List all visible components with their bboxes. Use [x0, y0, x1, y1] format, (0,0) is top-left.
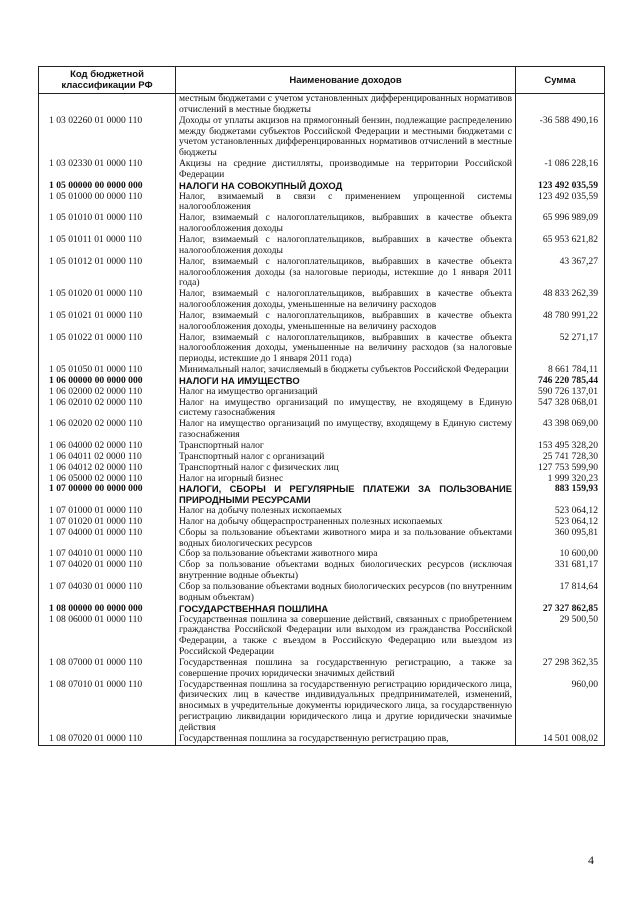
table-row: [39, 181, 605, 192]
budget-revenue-table: [38, 66, 605, 746]
row-code: 1 05 01011 01 0000 110: [39, 235, 176, 257]
table-row: [39, 528, 605, 550]
row-sum: 123 492 035,59: [516, 192, 605, 214]
table-row: [39, 116, 605, 159]
row-code: 1 07 00000 00 0000 000: [39, 484, 176, 506]
table-row: [39, 192, 605, 214]
table-row: [39, 680, 605, 734]
row-name: Транспортный налог с организаций: [176, 452, 516, 463]
row-name: Государственная пошлина за государственную регистрацию прав,: [176, 734, 516, 745]
row-sum: 17 814,64: [516, 582, 605, 604]
row-sum: 43 398 069,00: [516, 419, 605, 441]
row-sum: 52 271,17: [516, 333, 605, 366]
row-sum: 27 298 362,35: [516, 658, 605, 680]
row-name: НАЛОГИ, СБОРЫ И РЕГУЛЯРНЫЕ ПЛАТЕЖИ ЗА ПОЛЬЗОВАНИЕ ПРИРОДНЫМИ РЕСУРСАМИ: [176, 484, 516, 506]
row-name: Сбор за пользование объектами водных биологических ресурсов (по внутренним водным объектам): [176, 582, 516, 604]
row-code: 1 07 04020 01 0000 110: [39, 560, 176, 582]
row-code: 1 05 01050 01 0000 110: [39, 365, 176, 376]
row-sum: 153 495 328,20: [516, 441, 605, 452]
table-row: [39, 333, 605, 366]
row-sum: 8 661 784,11: [516, 365, 605, 376]
row-code: 1 08 07000 01 0000 110: [39, 658, 176, 680]
table-row: [39, 560, 605, 582]
row-sum: 14 501 008,02: [516, 734, 605, 745]
row-name: Налог, взимаемый с налогоплательщиков, выбравших в качестве объекта налогообложения доходы: [176, 213, 516, 235]
row-code: 1 05 01022 01 0000 110: [39, 333, 176, 366]
page-number: 4: [588, 853, 594, 867]
row-sum: 48 833 262,39: [516, 289, 605, 311]
row-name: местным бюджетами с учетом установленных дифференцированных нормативов отчислений в местные бюджеты: [176, 94, 516, 116]
table-row: [39, 658, 605, 680]
row-sum: 960,00: [516, 680, 605, 734]
row-name: Сборы за пользование объектами животного мира и за пользование объектами водных биологических ресурсов: [176, 528, 516, 550]
row-sum: 360 095,81: [516, 528, 605, 550]
row-name: Государственная пошлина за совершение действий, связанных с приобретением гражданства Российской Федерации или выходом из гражданства Российской Федерации, а также с въездом в Российскую Федерацию или выездом из Российской Федерации: [176, 615, 516, 658]
row-sum: 48 780 991,22: [516, 311, 605, 333]
row-name: Налог, взимаемый с налогоплательщиков, выбравших в качестве объекта налогообложения доходы: [176, 235, 516, 257]
table-row: [39, 94, 605, 116]
row-name: Сбор за пользование объектами водных биологических ресурсов (исключая внутренние водные объекты): [176, 560, 516, 582]
row-code: 1 08 06000 01 0000 110: [39, 615, 176, 658]
row-code: 1 06 04011 02 0000 110: [39, 452, 176, 463]
table-row: [39, 604, 605, 615]
row-name: Минимальный налог, зачисляемый в бюджеты субъектов Российской Федерации: [176, 365, 516, 376]
row-code: 1 05 01010 01 0000 110: [39, 213, 176, 235]
row-sum: -36 588 490,16: [516, 116, 605, 159]
row-code: 1 05 01021 01 0000 110: [39, 311, 176, 333]
row-name: ГОСУДАРСТВЕННАЯ ПОШЛИНА: [176, 604, 516, 615]
row-code: 1 08 00000 00 0000 000: [39, 604, 176, 615]
row-sum: 27 327 862,85: [516, 604, 605, 615]
row-code: 1 05 01020 01 0000 110: [39, 289, 176, 311]
row-code: 1 03 02260 01 0000 110: [39, 116, 176, 159]
budget-revenue-page: [38, 66, 604, 746]
table-row: [39, 213, 605, 235]
table-row: [39, 582, 605, 604]
row-name: Налог на добычу общераспространенных полезных ископаемых: [176, 517, 516, 528]
row-sum: 10 600,00: [516, 549, 605, 560]
table-row: [39, 734, 605, 745]
row-sum: 65 996 989,09: [516, 213, 605, 235]
row-code: 1 05 01000 00 0000 110: [39, 192, 176, 214]
row-name: Налог, взимаемый с налогоплательщиков, выбравших в качестве объекта налогообложения доходы, уменьшенные на величину расходов (за налоговые периоды, истекшие до 1 января 2011 года): [176, 333, 516, 366]
row-code: 1 07 01000 01 0000 110: [39, 506, 176, 517]
row-name: НАЛОГИ НА ИМУЩЕСТВО: [176, 376, 516, 387]
table-row: [39, 615, 605, 658]
row-name: Налог на имущество организаций по имуществу, входящему в Единую систему газоснабжения: [176, 419, 516, 441]
row-name: Налог, взимаемый с налогоплательщиков, выбравших в качестве объекта налогообложения доходы, уменьшенные на величину расходов: [176, 311, 516, 333]
row-sum: 43 367,27: [516, 257, 605, 290]
table-row: [39, 387, 605, 398]
table-header-row: [39, 67, 605, 94]
row-code: 1 06 02010 02 0000 110: [39, 398, 176, 420]
row-sum: 29 500,50: [516, 615, 605, 658]
row-code: 1 05 01012 01 0000 110: [39, 257, 176, 290]
row-code: 1 08 07010 01 0000 110: [39, 680, 176, 734]
row-code: 1 07 04000 01 0000 110: [39, 528, 176, 550]
row-code: 1 06 02000 02 0000 110: [39, 387, 176, 398]
table-row: [39, 311, 605, 333]
row-sum: 746 220 785,44: [516, 376, 605, 387]
row-code: 1 07 04030 01 0000 110: [39, 582, 176, 604]
row-code: 1 03 02330 01 0000 110: [39, 159, 176, 181]
row-sum: 25 741 728,30: [516, 452, 605, 463]
row-code: 1 06 02020 02 0000 110: [39, 419, 176, 441]
header-name: Наименование доходов: [176, 67, 516, 94]
row-code: 1 06 04000 02 0000 110: [39, 441, 176, 452]
row-code: 1 07 01020 01 0000 110: [39, 517, 176, 528]
row-name: Налог на игорный бизнес: [176, 474, 516, 485]
row-name: НАЛОГИ НА СОВОКУПНЫЙ ДОХОД: [176, 181, 516, 192]
row-name: Государственная пошлина за государственную регистрацию, а также за совершение прочих юридически значимых действий: [176, 658, 516, 680]
row-sum: [516, 94, 605, 116]
row-name: Государственная пошлина за государственную регистрацию юридического лица, физических лиц в качестве индивидуальных предпринимателей, изменений, вносимых в учредительные документы юридического лица, за государственную регистрацию ликвидации юридического лица и другие юридически значимые действия: [176, 680, 516, 734]
row-name: Налог на имущество организаций по имуществу, не входящему в Единую систему газоснабжения: [176, 398, 516, 420]
table-row: [39, 419, 605, 441]
table-body: [39, 94, 605, 746]
row-sum: 127 753 599,90: [516, 463, 605, 474]
row-sum: 523 064,12: [516, 517, 605, 528]
table-row: [39, 463, 605, 474]
row-sum: 331 681,17: [516, 560, 605, 582]
row-name: Транспортный налог: [176, 441, 516, 452]
row-name: Налог, взимаемый с налогоплательщиков, выбравших в качестве объекта налогообложения доходы, уменьшенные на величину расходов: [176, 289, 516, 311]
header-code: Код бюджетной классификации РФ: [39, 67, 176, 94]
row-name: Налог, взимаемый в связи с применением упрощенной системы налогообложения: [176, 192, 516, 214]
table-row: [39, 159, 605, 181]
row-name: Акцизы на средние дистилляты, производимые на территории Российской Федерации: [176, 159, 516, 181]
row-code: 1 07 04010 01 0000 110: [39, 549, 176, 560]
row-sum: 1 999 320,23: [516, 474, 605, 485]
table-row: [39, 289, 605, 311]
table-row: [39, 257, 605, 290]
header-sum: Сумма: [516, 67, 605, 94]
row-code: 1 06 04012 02 0000 110: [39, 463, 176, 474]
row-name: Сбор за пользование объектами животного мира: [176, 549, 516, 560]
row-sum: 883 159,93: [516, 484, 605, 506]
row-code: 1 08 07020 01 0000 110: [39, 734, 176, 745]
row-name: Налог, взимаемый с налогоплательщиков, выбравших в качестве объекта налогообложения доходы (за налоговые периоды, истекшие до 1 января 2011 года): [176, 257, 516, 290]
row-sum: -1 086 228,16: [516, 159, 605, 181]
row-name: Доходы от уплаты акцизов на прямогонный бензин, подлежащие распределению между бюджетами субъектов Российской Федерации и местными бюджетами с учетом установленных дифференцированных нормативов отчислений в местные бюджеты: [176, 116, 516, 159]
row-code: 1 06 05000 02 0000 110: [39, 474, 176, 485]
row-code: 1 05 00000 00 0000 000: [39, 181, 176, 192]
table-row: [39, 484, 605, 506]
table-row: [39, 235, 605, 257]
row-code: [39, 94, 176, 116]
row-sum: 547 328 068,01: [516, 398, 605, 420]
row-sum: 590 726 137,01: [516, 387, 605, 398]
table-row: [39, 398, 605, 420]
row-name: Транспортный налог с физических лиц: [176, 463, 516, 474]
row-name: Налог на имущество организаций: [176, 387, 516, 398]
row-sum: 65 953 621,82: [516, 235, 605, 257]
row-sum: 123 492 035,59: [516, 181, 605, 192]
row-sum: 523 064,12: [516, 506, 605, 517]
row-name: Налог на добычу полезных ископаемых: [176, 506, 516, 517]
row-code: 1 06 00000 00 0000 000: [39, 376, 176, 387]
